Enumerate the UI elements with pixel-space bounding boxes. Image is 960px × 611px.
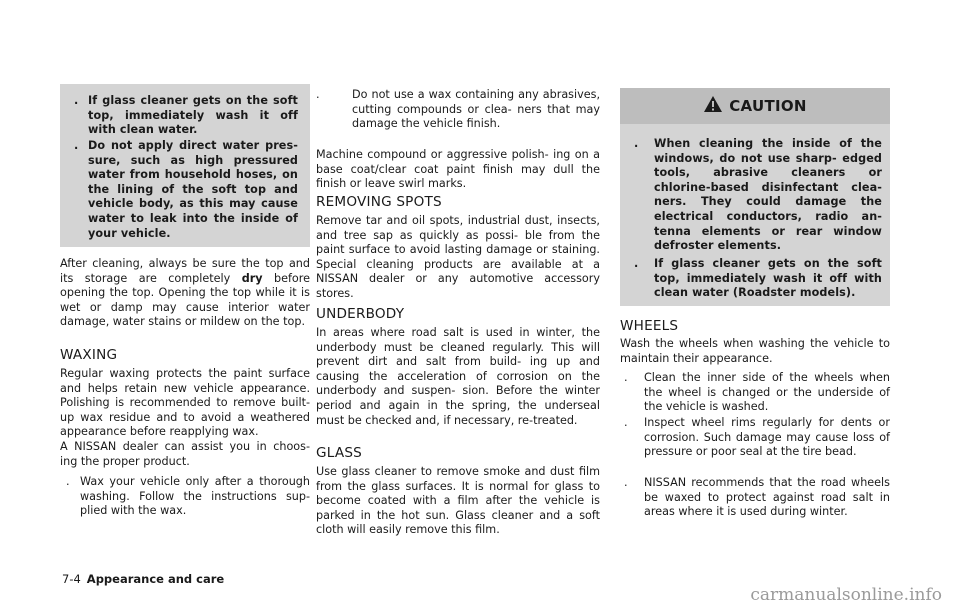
page-footer [62, 572, 224, 586]
caution-item [634, 257, 882, 301]
bullet-text: Wax your vehicle only after a thorough washing. Follow the instructions sup- plied with the wax. [80, 475, 310, 518]
bullet-dot: . [74, 139, 79, 152]
dry-emphasis: dry [241, 271, 263, 285]
underbody-heading: UNDERBODY [316, 306, 405, 322]
bullet-dot: . [624, 416, 628, 429]
bullet-dot: . [634, 137, 639, 150]
removing-spots-paragraph: Remove tar and oil spots, industrial dust, insects, and tree sap as quickly as possi- ble from the paint surface to avoid lasting damage or staining. Special cleaning products are available at a NISSAN dealer or any automotive accessory stores. [316, 214, 600, 300]
bullet-dot: . [66, 475, 70, 488]
caution-header [620, 88, 890, 124]
bullet-text: Do not use a wax containing any abrasives, cutting compounds or clea- ners that may damage the vehicle finish. [352, 88, 600, 131]
page-number: 7-4 [62, 572, 81, 586]
caution-text: When cleaning the inside of the windows, do not use sharp- edged tools, abrasive cleaners or chlorine-based disinfectant clea- ners. They could damage the electrical conductors, radio an- tenna elements or rear window defroster elements. [654, 137, 882, 253]
glass-paragraph: Use glass cleaner to remove smoke and dust film from the glass surfaces. It is normal for glass to become coated with a film after the vehicle is parked in the hot sun. Glass cleaner and a soft cloth will easily remove this film. [316, 465, 600, 537]
wheels-heading: WHEELS [620, 318, 679, 334]
wheels-bullet [624, 476, 890, 520]
bullet-dot: . [624, 476, 628, 489]
bullet-text: Clean the inner side of the wheels when the wheel is changed or the underside of the vehicle is washed. [644, 371, 890, 414]
bullet-dot: . [634, 257, 639, 270]
dealer-paragraph: A NISSAN dealer can assist you in choos- ing the proper product. [60, 440, 310, 468]
caution-text: If glass cleaner gets on the soft top, immediately wash it off with clean water (Roadster models). [654, 257, 882, 300]
waxing-bullet [66, 475, 310, 519]
wheels-bullet [624, 371, 890, 415]
wheels-bullet [624, 416, 890, 460]
removing-spots-heading: REMOVING SPOTS [316, 194, 442, 210]
after-cleaning-text-end: before opening the top. Opening the top while it is wet or damp may cause interior water damage, water stains or mildew on the top. [60, 271, 311, 329]
warning-text: If glass cleaner gets on the soft top, immediately wash it off with clean water. [88, 94, 298, 137]
bullet-dot: . [74, 94, 79, 107]
warning-item [74, 94, 298, 138]
caution-title: CAUTION [729, 97, 807, 115]
warning-text: Do not apply direct water pres- sure, such as high pressured water from household hoses, on the lining of the soft top and vehicle body, as this may cause water to leak into the inside of your vehicle. [88, 139, 298, 240]
warning-item [74, 139, 298, 241]
bullet-dot: . [316, 88, 320, 101]
underbody-paragraph: In areas where road salt is used in winter, the underbody must be cleaned regularly. This will prevent dirt and salt from build- ing up and causing the acceleration of corrosion on the underbody and suspen- sion. Before the winter period and again in the spring, the underseal must be checked and, if necessary, re-treated. [316, 326, 600, 427]
waxing-heading: WAXING [60, 347, 118, 363]
caution-item [634, 137, 882, 254]
bullet-text: Inspect wheel rims regularly for dents or corrosion. Such damage may cause loss of pressure or poor seal at the tire bead. [644, 416, 890, 459]
warning-triangle-icon [703, 95, 723, 117]
glass-heading: GLASS [316, 445, 362, 461]
after-cleaning-text-start: After cleaning, always be sure the top and its storage are completely [60, 257, 310, 285]
machine-compound-paragraph: Machine compound or aggressive polish- ing on a base coat/clear coat paint finish may dull the finish or leave swirl marks. [316, 148, 600, 191]
waxing-paragraph: Regular waxing protects the paint surface and helps retain new vehicle appearance. Polishing is recommended to remove built-up wax residue and to avoid a weathered appearance before reapplying wax. [60, 367, 310, 439]
waxing-bullet [316, 88, 600, 132]
bullet-dot: . [624, 371, 628, 384]
after-cleaning-paragraph [60, 257, 310, 330]
bullet-text: NISSAN recommends that the road wheels be waxed to protect against road salt in areas where it is used during winter. [644, 476, 890, 519]
watermark: carmanualsonline.info [750, 585, 942, 605]
section-title: Appearance and care [86, 572, 225, 586]
wheels-paragraph: Wash the wheels when washing the vehicle to maintain their appearance. [620, 337, 890, 365]
